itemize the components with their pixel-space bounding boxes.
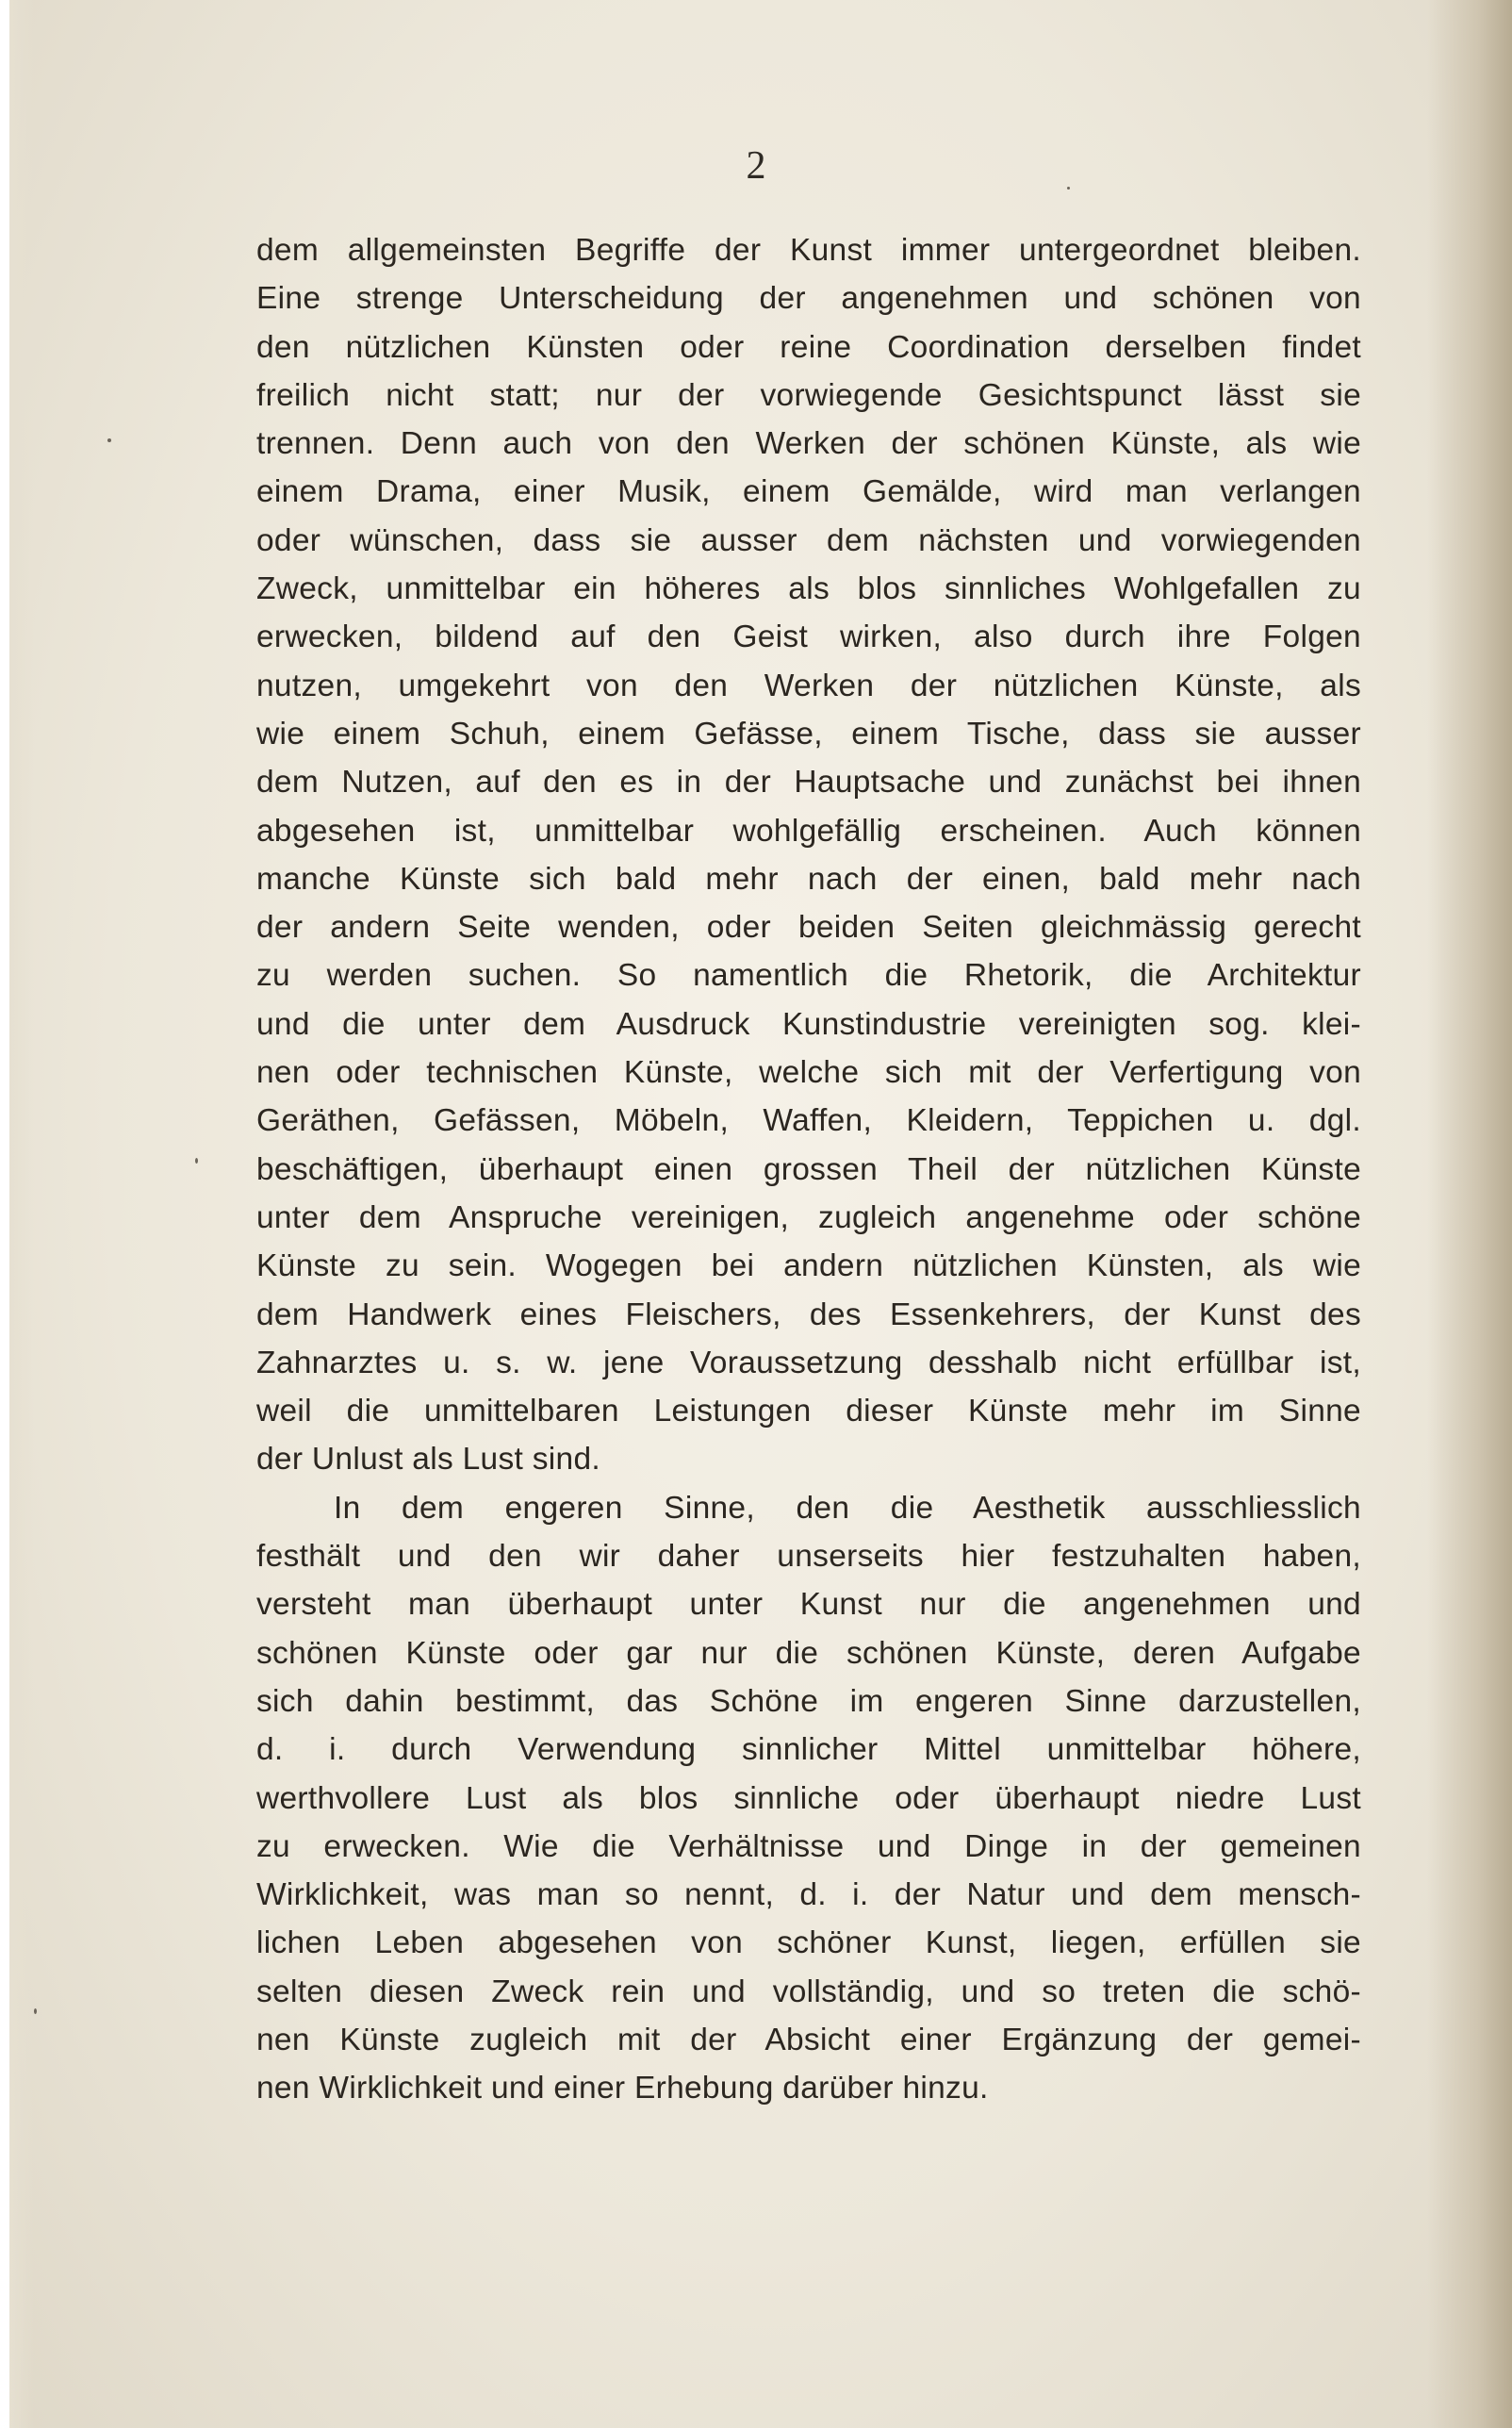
text-line: Zahnarztes u. s. w. jene Voraussetzung desshalb nicht erfüllbar ist, <box>256 1345 1361 1380</box>
text-line: schönen Künste oder gar nur die schönen Künste, deren Aufgabe <box>256 1635 1361 1671</box>
body-text <box>256 226 1361 2113</box>
text-line: manche Künste sich bald mehr nach der einen, bald mehr nach <box>256 861 1361 897</box>
text-line: Geräthen, Gefässen, Möbeln, Waffen, Kleidern, Teppichen u. dgl. <box>256 1103 1361 1139</box>
text-line: zu erwecken. Wie die Verhältnisse und Dinge in der gemeinen <box>256 1828 1361 1864</box>
text-line: den nützlichen Künsten oder reine Coordination derselben findet <box>256 329 1361 365</box>
text-line: abgesehen ist, unmittelbar wohlgefällig erscheinen. Auch können <box>256 813 1361 849</box>
text-line: Wirklichkeit, was man so nennt, d. i. der Natur und dem mensch- <box>256 1877 1361 1913</box>
text-line: der Unlust als Lust sind. <box>256 1442 601 1478</box>
text-line: nen Wirklichkeit und einer Erhebung darüber hinzu. <box>256 2071 989 2106</box>
paper-speck <box>34 2008 37 2014</box>
paper-speck <box>107 438 111 442</box>
text-line: In dem engeren Sinne, den die Aesthetik ausschliesslich <box>334 1490 1361 1526</box>
text-line: Zweck, unmittelbar ein höheres als blos sinnliches Wohlgefallen zu <box>256 571 1361 607</box>
text-line: einem Drama, einer Musik, einem Gemälde, wird man verlangen <box>256 474 1361 510</box>
text-line: d. i. durch Verwendung sinnlicher Mittel unmittelbar höhere, <box>256 1732 1361 1768</box>
text-line: selten diesen Zweck rein und vollständig, und so treten die schö- <box>256 1974 1361 2009</box>
text-line: Künste zu sein. Wogegen bei andern nützlichen Künsten, als wie <box>256 1248 1361 1284</box>
text-line: versteht man überhaupt unter Kunst nur die angenehmen und <box>256 1587 1361 1623</box>
text-line: trennen. Denn auch von den Werken der schönen Künste, als wie <box>256 426 1361 462</box>
text-line: dem allgemeinsten Begriffe der Kunst immer untergeordnet bleiben. <box>256 233 1361 268</box>
text-line: zu werden suchen. So namentlich die Rhetorik, die Architektur <box>256 958 1361 994</box>
text-line: unter dem Anspruche vereinigen, zugleich angenehme oder schöne <box>256 1199 1361 1235</box>
page-number: 2 <box>746 144 766 188</box>
text-line: wie einem Schuh, einem Gefässe, einem Tische, dass sie ausser <box>256 716 1361 752</box>
text-line: und die unter dem Ausdruck Kunstindustrie vereinigten sog. klei- <box>256 1006 1361 1042</box>
text-line: erwecken, bildend auf den Geist wirken, also durch ihre Folgen <box>256 619 1361 655</box>
text-line: nutzen, umgekehrt von den Werken der nützlichen Künste, als <box>256 668 1361 703</box>
paper-speck <box>195 1158 198 1164</box>
text-line: werthvollere Lust als blos sinnliche oder überhaupt niedre Lust <box>256 1780 1361 1816</box>
text-line: freilich nicht statt; nur der vorwiegende Gesichtspunct lässt sie <box>256 377 1361 413</box>
text-line: dem Nutzen, auf den es in der Hauptsache und zunächst bei ihnen <box>256 765 1361 801</box>
text-line: weil die unmittelbaren Leistungen dieser Künste mehr im Sinne <box>256 1394 1361 1429</box>
text-line: beschäftigen, überhaupt einen grossen Theil der nützlichen Künste <box>256 1151 1361 1187</box>
text-line: nen oder technischen Künste, welche sich mit der Verfertigung von <box>256 1055 1361 1091</box>
text-line: lichen Leben abgesehen von schöner Kunst, liegen, erfüllen sie <box>256 1925 1361 1961</box>
paragraph-2 <box>256 1484 1361 2113</box>
text-line: nen Künste zugleich mit der Absicht einer Ergänzung der gemei- <box>256 2022 1361 2057</box>
text-line: festhält und den wir daher unserseits hier festzuhalten haben, <box>256 1539 1361 1575</box>
text-line: sich dahin bestimmt, das Schöne im engeren Sinne darzustellen, <box>256 1683 1361 1719</box>
text-line: Eine strenge Unterscheidung der angenehmen und schönen von <box>256 281 1361 317</box>
paragraph-1 <box>256 226 1361 1484</box>
text-line: dem Handwerk eines Fleischers, des Essenkehrers, der Kunst des <box>256 1297 1361 1332</box>
text-line: oder wünschen, dass sie ausser dem nächsten und vorwiegenden <box>256 522 1361 558</box>
text-line: der andern Seite wenden, oder beiden Seiten gleichmässig gerecht <box>256 910 1361 946</box>
